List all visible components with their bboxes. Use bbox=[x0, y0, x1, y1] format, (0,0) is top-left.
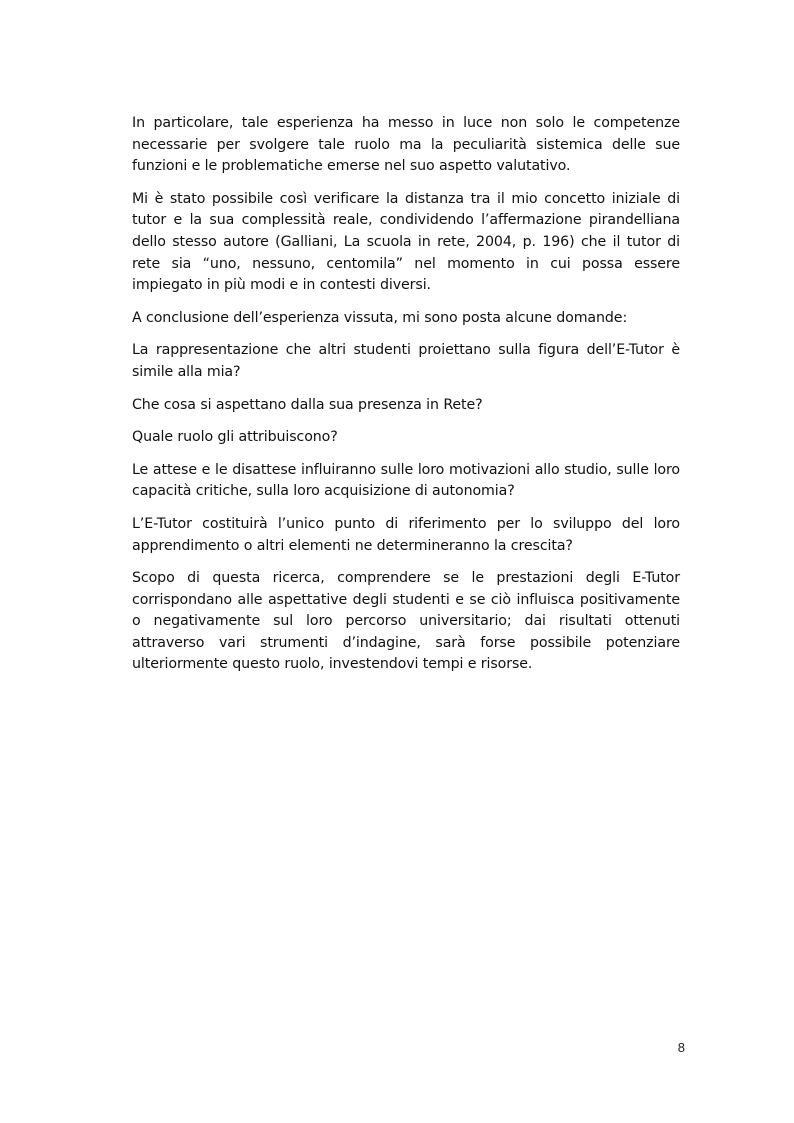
page-number: 8 bbox=[677, 1040, 685, 1055]
paragraph-questions-intro: A conclusione dell’esperienza vissuta, mi sono posta alcune domande: bbox=[132, 309, 628, 326]
question-role: Quale ruolo gli attribuiscono? bbox=[132, 429, 338, 446]
question-reference-point: L’E-Tutor costituirà l’unico punto di riferimento per lo sviluppo del loro apprendimento o altri elementi ne determineranno la crescita? bbox=[132, 515, 680, 554]
body-text bbox=[132, 113, 680, 687]
question-influence: Le attese e le disattese influiranno sulle loro motivazioni allo studio, sulle loro capacità critiche, sulla loro acquisizione di autonomia? bbox=[132, 461, 680, 500]
paragraph-research-purpose: Scopo di questa ricerca, comprendere se le prestazioni degli E-Tutor corrispondano alle aspettative degli studenti e se ciò influisca positivamente o negativamente sul loro percorso universitario; dai risultati ottenuti attraverso vari strumenti d’indagine, sarà forse possibile potenziare ulteriormente questo ruolo, investendovi tempi e risorse. bbox=[132, 570, 680, 673]
paragraph-intro: In particolare, tale esperienza ha messo in luce non solo le competenze necessarie per svolgere tale ruolo ma la peculiarità sistemica delle sue funzioni e le problematiche emerse nel suo aspetto valutativo. bbox=[132, 115, 680, 175]
paragraph-tutor-complexity: Mi è stato possibile così verificare la distanza tra il mio concetto iniziale di tutor e la sua complessità reale, condividendo l’affermazione pirandelliana dello stesso autore (Galliani, La scuola in rete, 2004, p. 196) che il tutor di rete sia “uno, nessuno, centomila” nel momento in cui possa essere impiegato in più modi e in contesti diversi. bbox=[132, 190, 680, 294]
question-expectations: Che cosa si aspettano dalla sua presenza in Rete? bbox=[132, 396, 483, 413]
question-representation: La rappresentazione che altri studenti proiettano sulla figura dell’E-Tutor è simile alla mia? bbox=[132, 342, 680, 380]
